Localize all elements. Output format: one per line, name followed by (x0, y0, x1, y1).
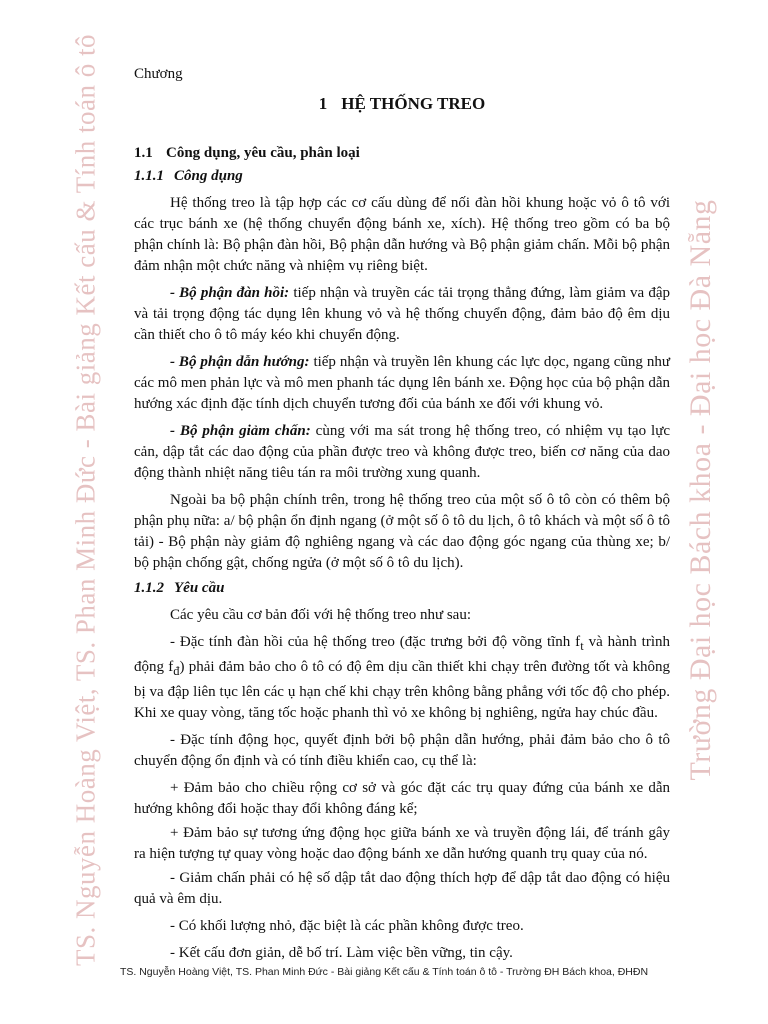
term-damper: - Bộ phận giảm chấn: (170, 423, 311, 439)
text-part-a: - Đặc tính đàn hồi của hệ thống treo (đặc trưng bởi độ võng tĩnh f (170, 634, 581, 650)
subscript-t: t (580, 639, 584, 653)
text-part-c: ) phải đảm bảo cho ô tô có độ êm dịu cần thiết khi chạy trên đường tốt và không bị va đập liên tục lên các ụ hạn chế khi chạy trên không bằng phẳng với tốc độ cho phép. Khi xe quay vòng, tăng tốc hoặc phanh thì vỏ xe không bị nghiêng, ngửa hay chúc đầu. (134, 659, 670, 721)
paragraph-elastic (134, 283, 670, 346)
subsection-heading-1-1-2 (134, 580, 670, 597)
paragraph-elastic-characteristic (134, 632, 670, 724)
term-elastic: - Bộ phận đàn hồi: (170, 285, 290, 301)
section-heading-1-1 (134, 145, 670, 162)
chapter-number: 1 (318, 94, 328, 113)
paragraph-track-width: + Đảm bảo cho chiều rộng cơ sở và góc đặt các trụ quay đứng của bánh xe dẫn hướng không đổi hoặc thay đổi không đáng kể; (134, 780, 670, 817)
text-damper: cùng với ma sát trong hệ thống treo, có nhiệm vụ tạo lực cản, dập tắt các dao động của phần được treo và không được treo, biến cơ năng của dao động thành nhiệt năng tiêu tán ra môi trường xung quanh. (134, 423, 670, 481)
watermark-left: TS. Nguyễn Hoàng Việt, TS. Phan Minh Đức - Bài giảng Kết cấu & Tính toán ô tô (70, 34, 101, 966)
section-number: 1.1 (134, 145, 153, 161)
paragraph-intro: Hệ thống treo là tập hợp các cơ cấu dùng để nối đàn hồi khung hoặc vỏ ô tô với các trục bánh xe (hệ thống chuyển động bánh xe, xích). Hệ thống treo gồm có ba bộ phận chính là: Bộ phận đàn hồi, Bộ phận dẫn hướng và Bộ phận giảm chấn. Mỗi bộ phận đảm nhận một chức năng và nhiệm vụ riêng biệt. (134, 195, 670, 274)
paragraph-damper (134, 421, 670, 484)
text-guide: tiếp nhận và truyền lên khung các lực dọc, ngang cũng như các mô men phản lực và mô men phanh tác dụng lên bánh xe. Động học của bộ phận dẫn hướng xác định đặc tính dịch chuyển tương đối của bánh xe đối với khung vỏ. (134, 354, 670, 412)
subsection-number: 1.1.1 (134, 168, 164, 184)
paragraph-damping: - Giảm chấn phải có hệ số dập tắt dao động thích hợp để dập tắt dao động có hiệu quả và êm dịu. (134, 870, 670, 907)
paragraph-requirements-intro: Các yêu cầu cơ bản đối với hệ thống treo như sau: (170, 607, 471, 623)
paragraph-steering-kinematics: + Đảm bảo sự tương ứng động học giữa bánh xe và truyền động lái, để tránh gây ra hiện tượng tự quay vòng hoặc dao động bánh xe dẫn hướng quanh trụ quay của nó. (134, 825, 670, 862)
chapter-label: Chương (134, 66, 183, 82)
chapter-title-text: HỆ THỐNG TREO (341, 94, 486, 113)
subsection-title: Công dụng (174, 168, 243, 184)
watermark-right: Trường Đại học Bách khoa - Đại học Đà Nẵng (684, 199, 717, 781)
text-part-b: và hành trình động f (134, 634, 670, 675)
subsection-number: 1.1.2 (134, 580, 164, 596)
chapter-title (134, 94, 670, 114)
subsection-heading-1-1-1 (134, 168, 670, 185)
paragraph-mass: - Có khối lượng nhỏ, đặc biệt là các phần không được treo. (170, 918, 524, 934)
subsection-title: Yêu cầu (174, 580, 225, 596)
section-title: Công dụng, yêu cầu, phân loại (166, 145, 360, 161)
subscript-d: đ (173, 664, 180, 678)
page-footer: TS. Nguyễn Hoàng Việt, TS. Phan Minh Đức - Bài giảng Kết cấu & Tính toán ô tô - Trường ĐH Bách khoa, ĐHĐN (119, 966, 649, 978)
document-body (134, 66, 670, 970)
paragraph-guide (134, 352, 670, 415)
paragraph-kinematic: - Đặc tính động học, quyết định bởi bộ phận dẫn hướng, phải đảm bảo cho ô tô chuyển động ổn định và có tính điều khiển cao, cụ thể là: (134, 732, 670, 769)
text-elastic: tiếp nhận và truyền các tải trọng thẳng đứng, làm giảm va đập và tải trọng động tác dụng lên khung vỏ và hệ thống chuyển động, đảm bảo độ êm dịu cần thiết cho ô tô máy kéo khi chuyển động. (134, 285, 670, 343)
paragraph-extra-parts: Ngoài ba bộ phận chính trên, trong hệ thống treo của một số ô tô còn có thêm bộ phận phụ nữa: a/ bộ phận ổn định ngang (ở một số ô tô du lịch, ô tô khách và một số ô tô tải) - Bộ phận này giảm độ nghiêng ngang và các dao động góc ngang của thùng xe; b/ bộ phận chống gật, chống ngửa (ở một số ô tô du lịch). (134, 492, 670, 571)
paragraph-structure: - Kết cấu đơn giản, dễ bố trí. Làm việc bền vững, tin cậy. (170, 945, 513, 961)
term-guide: - Bộ phận dẫn hướng: (170, 354, 310, 370)
